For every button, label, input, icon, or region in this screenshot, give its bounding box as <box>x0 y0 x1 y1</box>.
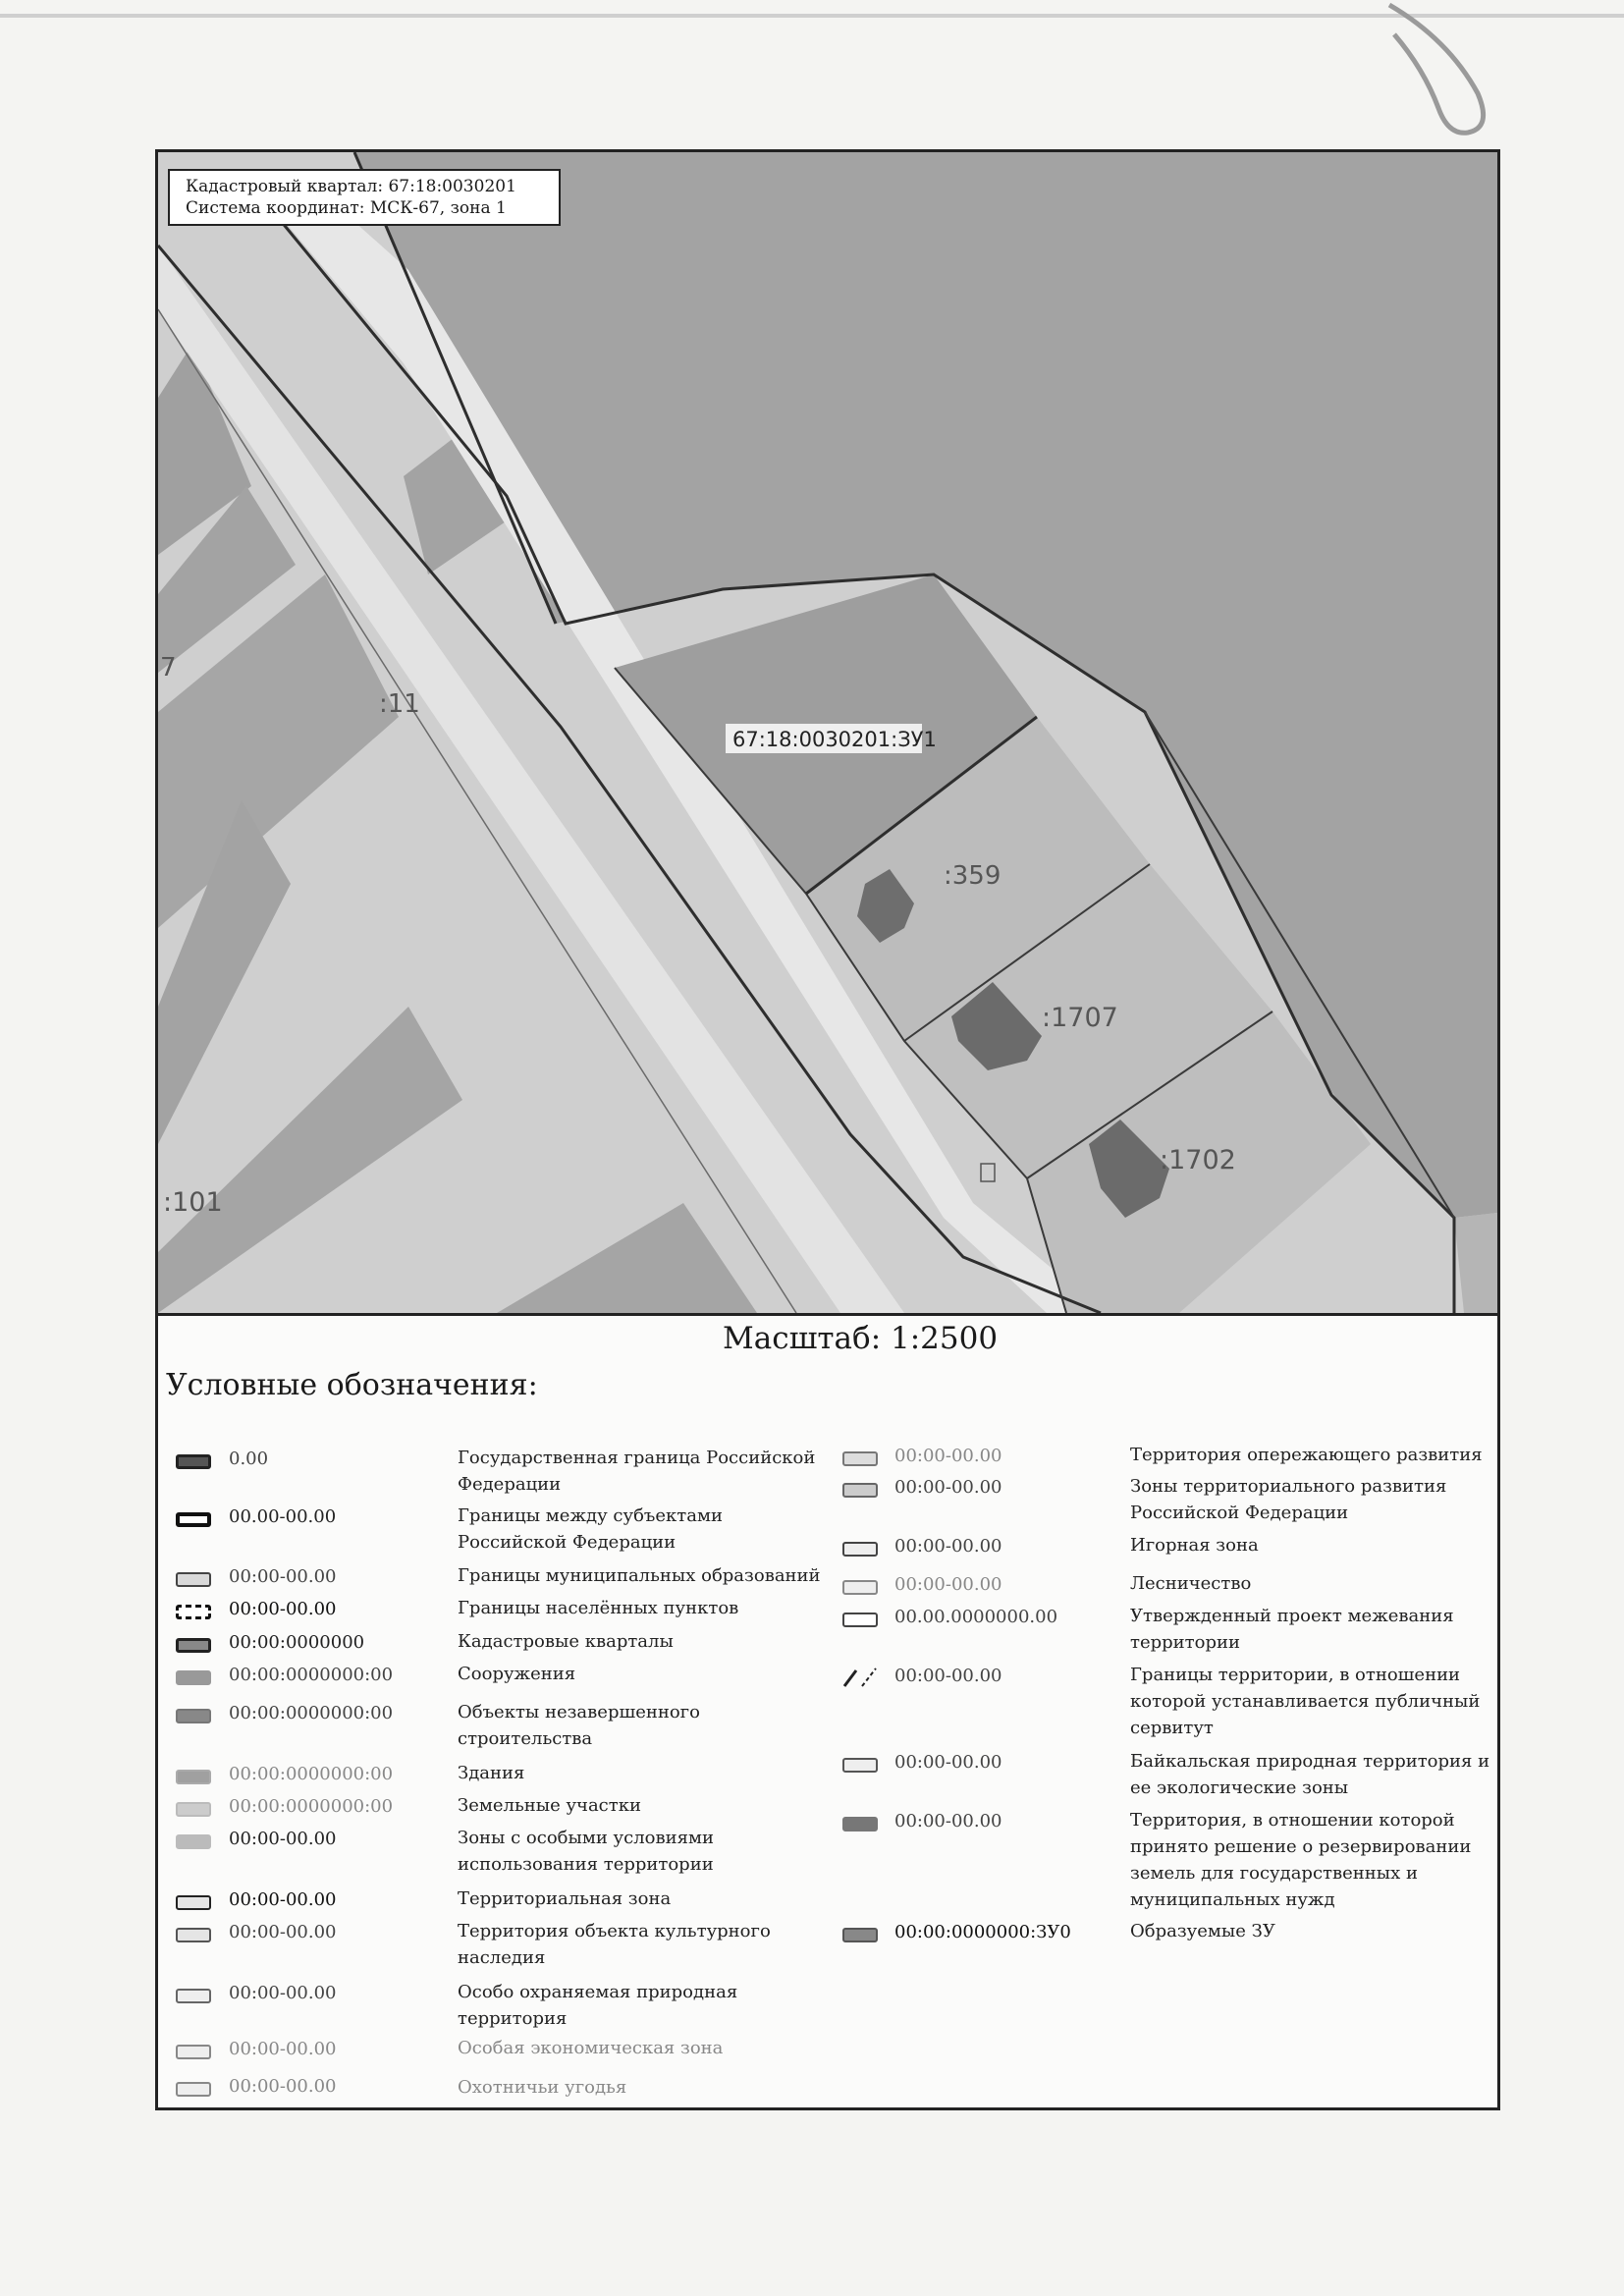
coordinate-system-label: Система координат: МСК-67, зона 1 <box>186 198 507 218</box>
legend-desc: Территориальная зона <box>458 1888 672 1909</box>
legend-code: 00:00-00.00 <box>229 2076 337 2097</box>
legend-code: 00:00-00.00 <box>894 1811 1002 1831</box>
legend-code: 00:00-00.00 <box>894 1752 1002 1773</box>
scale-label: Масштаб: 1:2500 <box>723 1321 999 1356</box>
legend-code: 00:00-00.00 <box>229 2039 337 2059</box>
legend-code: 0.00 <box>229 1449 269 1469</box>
structures-symbol-icon <box>176 1670 211 1685</box>
legend-code: 00:00-00.00 <box>894 1446 1002 1466</box>
easement-border-symbol-icon <box>842 1667 882 1688</box>
legend-code: 00:00-00.00 <box>894 1574 1002 1595</box>
legend-code: 00:00-00.00 <box>229 1983 337 2003</box>
legend-code: 00:00-00.00 <box>229 1922 337 1942</box>
document-frame <box>155 149 1500 2110</box>
legend-code: 00:00-00.00 <box>894 1666 1002 1686</box>
legend-desc: Территория опережающего развития <box>1130 1445 1483 1465</box>
legend-desc: Границы между субъектами Российской Федерации <box>458 1505 723 1553</box>
legend-desc: Сооружения <box>458 1664 576 1684</box>
legend-desc: Кадастровые кварталы <box>458 1631 674 1652</box>
legend-code: 00:00:0000000 <box>229 1632 365 1653</box>
map-canvas <box>158 152 1497 1313</box>
cadastral-map <box>158 152 1497 1316</box>
state-border-symbol-icon <box>176 1454 211 1469</box>
legend-code: 00:00-00.00 <box>229 1829 337 1849</box>
map-info-box <box>168 169 561 226</box>
territorial-development-symbol-icon <box>842 1483 878 1498</box>
legend-desc: Особая экономическая зона <box>458 2038 724 2058</box>
cadastral-block-symbol-icon <box>176 1638 211 1653</box>
settlement-border-symbol-icon <box>176 1605 211 1619</box>
reserved-land-symbol-icon <box>842 1817 878 1831</box>
legend-desc: Границы населённых пунктов <box>458 1598 739 1618</box>
parcel-label-7: 7 <box>160 653 177 683</box>
legend-desc: Территория объекта культурного наследия <box>458 1921 771 1968</box>
protected-nature-symbol-icon <box>176 1989 211 2003</box>
legend-desc: Лесничество <box>1130 1573 1252 1594</box>
parcel-label-11: :11 <box>379 689 420 719</box>
legend-desc: Государственная граница Российской Федерации <box>458 1448 816 1495</box>
special-zones-symbol-icon <box>176 1834 211 1849</box>
land-survey-project-symbol-icon <box>842 1613 878 1627</box>
legend-desc: Игорная зона <box>1130 1535 1259 1556</box>
legend-code: 00.00.0000000.00 <box>894 1607 1058 1627</box>
legend-desc: Земельные участки <box>458 1795 641 1816</box>
legend-desc: Байкальская природная территория и ее экологические зоны <box>1130 1751 1490 1798</box>
hunting-grounds-symbol-icon <box>176 2082 211 2097</box>
parcel-label-101: :101 <box>163 1187 223 1218</box>
legend-desc: Особо охраняемая природная территория <box>458 1982 738 2029</box>
legend-desc: Объекты незавершенного строительства <box>458 1702 700 1749</box>
legend-desc: Зоны территориального развития Российской Федерации <box>1130 1476 1447 1523</box>
legend-code: 00:00-00.00 <box>229 1889 337 1910</box>
gambling-zone-symbol-icon <box>842 1542 878 1557</box>
legend-desc: Границы территории, в отношении которой устанавливается публичный сервитут <box>1130 1665 1481 1738</box>
cultural-heritage-symbol-icon <box>176 1928 211 1942</box>
subject-border-symbol-icon <box>176 1512 211 1527</box>
legend-desc: Территория, в отношении которой принято решение о резервировании земель для государственных и муниципальных нужд <box>1130 1810 1472 1910</box>
land-plots-symbol-icon <box>176 1802 211 1817</box>
legend-code: 00:00:0000000:00 <box>229 1703 394 1723</box>
legend-code: 00:00:0000000:00 <box>229 1665 394 1685</box>
legend-code: 00:00:0000000:00 <box>229 1764 394 1784</box>
economic-zone-symbol-icon <box>176 2045 211 2059</box>
legend-desc: Утвержденный проект межевания территории <box>1130 1606 1454 1653</box>
legend-desc: Зоны с особыми условиями использования территории <box>458 1828 714 1875</box>
cadastral-block-label: Кадастровый квартал: 67:18:0030201 <box>186 177 516 196</box>
legend-title: Условные обозначения: <box>166 1368 538 1402</box>
legend-code: 00:00:0000000:00 <box>229 1796 394 1817</box>
legend-desc: Здания <box>458 1763 525 1783</box>
legend-code: 00:00-00.00 <box>229 1566 337 1587</box>
legend-desc: Границы муниципальных образований <box>458 1565 821 1586</box>
territorial-zone-symbol-icon <box>176 1895 211 1910</box>
legend-code: 00.00-00.00 <box>229 1506 337 1527</box>
legend-desc: Охотничьи угодья <box>458 2077 627 2098</box>
parcel-label-359: :359 <box>944 861 1001 891</box>
legend-code: 00:00-00.00 <box>229 1599 337 1619</box>
advanced-development-symbol-icon <box>842 1451 878 1466</box>
unfinished-construction-symbol-icon <box>176 1709 211 1723</box>
new-plots-symbol-icon <box>842 1928 878 1942</box>
parcel-label-1702: :1702 <box>1160 1145 1236 1175</box>
parcel-label-1707: :1707 <box>1042 1003 1118 1033</box>
forestry-symbol-icon <box>842 1580 878 1595</box>
baikal-territory-symbol-icon <box>842 1758 878 1773</box>
legend-code: 00:00:0000000:ЗУ0 <box>894 1922 1071 1942</box>
legend-code: 00:00-00.00 <box>894 1477 1002 1498</box>
buildings-symbol-icon <box>176 1770 211 1784</box>
legend-desc: Образуемые ЗУ <box>1130 1921 1275 1941</box>
zu1-label: 67:18:0030201:ЗУ1 <box>732 728 937 751</box>
legend-code: 00:00-00.00 <box>894 1536 1002 1557</box>
municipal-border-symbol-icon <box>176 1572 211 1587</box>
